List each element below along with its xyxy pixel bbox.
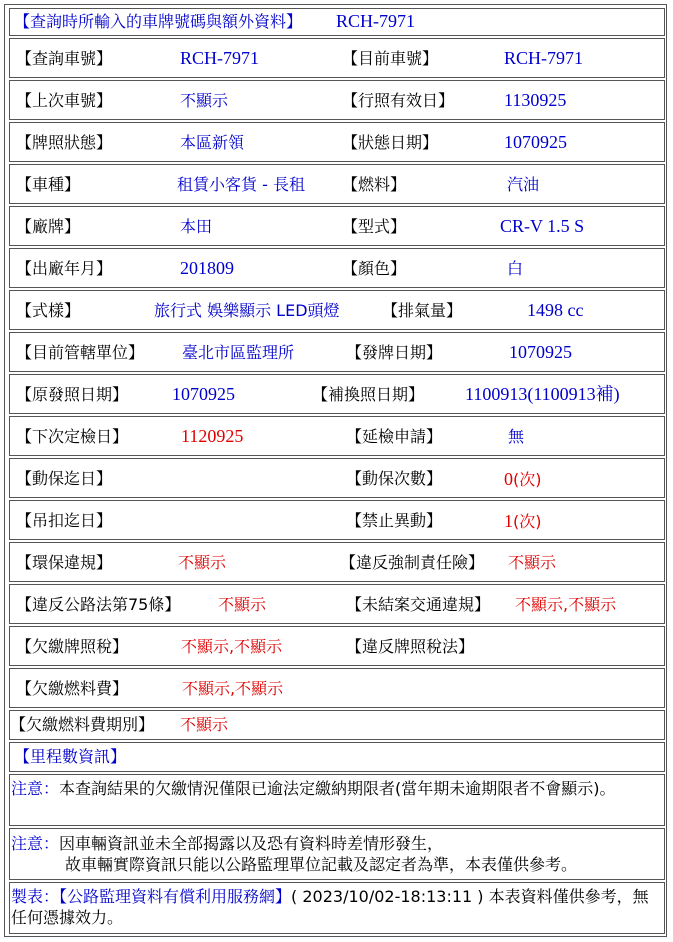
value-status-date: 1070925 xyxy=(504,132,567,152)
label-brand: 【廠牌】 xyxy=(16,217,81,236)
value-traffic-unsettled: 不顯示,不顯示 xyxy=(515,595,617,614)
label-license-tax-owed: 【欠繳牌照稅】 xyxy=(16,637,129,656)
value-insurance-violation: 不顯示 xyxy=(508,553,557,572)
footer-head: 製表： xyxy=(11,887,60,906)
label-reissue-date: 【補換照日期】 xyxy=(312,385,425,404)
value-original-license-date: 1070925 xyxy=(172,384,235,404)
value-current-plate: RCH-7971 xyxy=(504,48,584,68)
label-original-license-date: 【原發照日期】 xyxy=(16,385,129,404)
value-extension: 無 xyxy=(508,427,525,446)
value-issue-date: 1070925 xyxy=(509,342,572,362)
label-previous-plate: 【上次車號】 xyxy=(16,91,113,110)
label-env-violation: 【環保違規】 xyxy=(16,553,113,572)
value-previous-plate: 不顯示 xyxy=(180,91,229,110)
label-lien-count: 【動保次數】 xyxy=(346,469,443,488)
label-issue-date: 【發牌日期】 xyxy=(346,343,443,362)
note-2-line1: 因車輛資訊並未全部揭露以及恐有資料時差情形發生， xyxy=(59,834,444,853)
value-jurisdiction: 臺北市區監理所 xyxy=(182,343,295,362)
note-2 xyxy=(11,833,661,875)
label-license-valid: 【行照有效日】 xyxy=(342,91,455,110)
label-manufacture-date: 【出廠年月】 xyxy=(16,259,113,278)
label-license-tax-violation: 【違反牌照稅法】 xyxy=(346,637,475,656)
header-title: 【查詢時所輸入的車牌號碼與額外資料】 xyxy=(14,12,303,31)
label-color: 【顏色】 xyxy=(342,259,407,278)
note-2-line2: 故車輛實際資訊只能以公路監理單位記載及認定者為準，本表僅供參考。 xyxy=(65,855,578,874)
row-previous xyxy=(9,80,665,120)
row-revoke xyxy=(9,500,665,540)
value-fuel-fee-owed: 不顯示,不顯示 xyxy=(182,679,284,698)
value-plate-status: 本區新領 xyxy=(180,133,245,152)
row-brand xyxy=(9,206,665,246)
label-revoke-until: 【吊扣迄日】 xyxy=(16,511,113,530)
label-extension: 【延檢申請】 xyxy=(346,427,443,446)
value-model: CR-V 1.5 S xyxy=(500,216,585,236)
value-query-plate: RCH-7971 xyxy=(180,48,260,68)
header-plate: RCH-7971 xyxy=(336,11,416,31)
label-plate-status: 【牌照狀態】 xyxy=(16,133,113,152)
label-current-plate: 【目前車號】 xyxy=(342,49,439,68)
label-fuel-fee-owed: 【欠繳燃料費】 xyxy=(16,679,129,698)
value-color: 白 xyxy=(507,259,524,278)
row-style xyxy=(9,290,665,330)
row-mileage xyxy=(9,742,665,772)
value-vehicle-type: 租賃小客貨 - 長租 xyxy=(177,175,305,194)
label-fuel: 【燃料】 xyxy=(342,175,407,194)
label-next-inspection: 【下次定檢日】 xyxy=(16,427,129,446)
note-1-head: 注意： xyxy=(11,779,60,798)
row-type xyxy=(9,164,665,204)
value-transfer-ban: 1(次) xyxy=(504,511,542,531)
value-fuel: 汽油 xyxy=(507,175,540,194)
footer-source: 【公路監理資料有償利用服務網】 xyxy=(59,887,292,906)
mileage-label: 【里程數資訊】 xyxy=(14,747,127,766)
note-1 xyxy=(11,778,661,799)
row-jurisdiction xyxy=(9,332,665,372)
label-traffic-unsettled: 【未結案交通違規】 xyxy=(346,595,491,614)
row-fuel-fee-period xyxy=(9,710,665,740)
row-license-dates xyxy=(9,374,665,414)
row-plates xyxy=(9,38,665,78)
row-env xyxy=(9,542,665,582)
row-status xyxy=(9,122,665,162)
label-query-plate: 【查詢車號】 xyxy=(16,49,113,68)
note-1-body: 本查詢結果的欠繳情況僅限已逾法定繳納期限者(當年期未逾期限者不會顯示)。 xyxy=(59,779,616,798)
label-status-date: 【狀態日期】 xyxy=(342,133,439,152)
footer-note xyxy=(11,886,661,928)
label-fuel-fee-period: 【欠繳燃料費期別】 xyxy=(10,715,155,734)
value-displacement: 1498 cc xyxy=(527,300,584,320)
footer-body: ( 2023/10/02-18:13:11 ) 本表資料僅供參考，無任何憑據效力。 xyxy=(11,887,649,927)
value-env-violation: 不顯示 xyxy=(178,553,227,572)
header-row xyxy=(9,8,665,36)
value-reissue-date: 1100913(1100913補) xyxy=(465,384,620,404)
note-2-head: 注意： xyxy=(11,834,60,853)
value-manufacture-date: 201809 xyxy=(180,258,234,278)
value-style: 旅行式 娛樂顯示 LED頭燈 xyxy=(154,301,340,320)
value-license-tax-owed: 不顯示,不顯示 xyxy=(181,637,283,656)
row-fuel-fee xyxy=(9,668,665,708)
label-model: 【型式】 xyxy=(342,217,407,236)
row-highway xyxy=(9,584,665,624)
label-displacement: 【排氣量】 xyxy=(382,301,463,320)
value-lien-count: 0(次) xyxy=(504,469,542,489)
value-brand: 本田 xyxy=(180,217,213,236)
label-jurisdiction: 【目前管轄單位】 xyxy=(16,343,145,362)
label-vehicle-type: 【車種】 xyxy=(16,175,81,194)
row-inspection xyxy=(9,416,665,456)
row-manufacture xyxy=(9,248,665,288)
label-transfer-ban: 【禁止異動】 xyxy=(346,511,443,530)
value-fuel-fee-period: 不顯示 xyxy=(180,715,229,734)
value-highway-75: 不顯示 xyxy=(218,595,267,614)
label-highway-75: 【違反公路法第75條】 xyxy=(16,595,181,614)
label-lien-until: 【動保迄日】 xyxy=(16,469,113,488)
value-license-valid: 1130925 xyxy=(504,90,567,110)
label-insurance-violation: 【違反強制責任險】 xyxy=(340,553,485,572)
label-style: 【式樣】 xyxy=(16,301,81,320)
row-lien xyxy=(9,458,665,498)
value-next-inspection: 1120925 xyxy=(181,426,244,446)
row-license-tax xyxy=(9,626,665,666)
